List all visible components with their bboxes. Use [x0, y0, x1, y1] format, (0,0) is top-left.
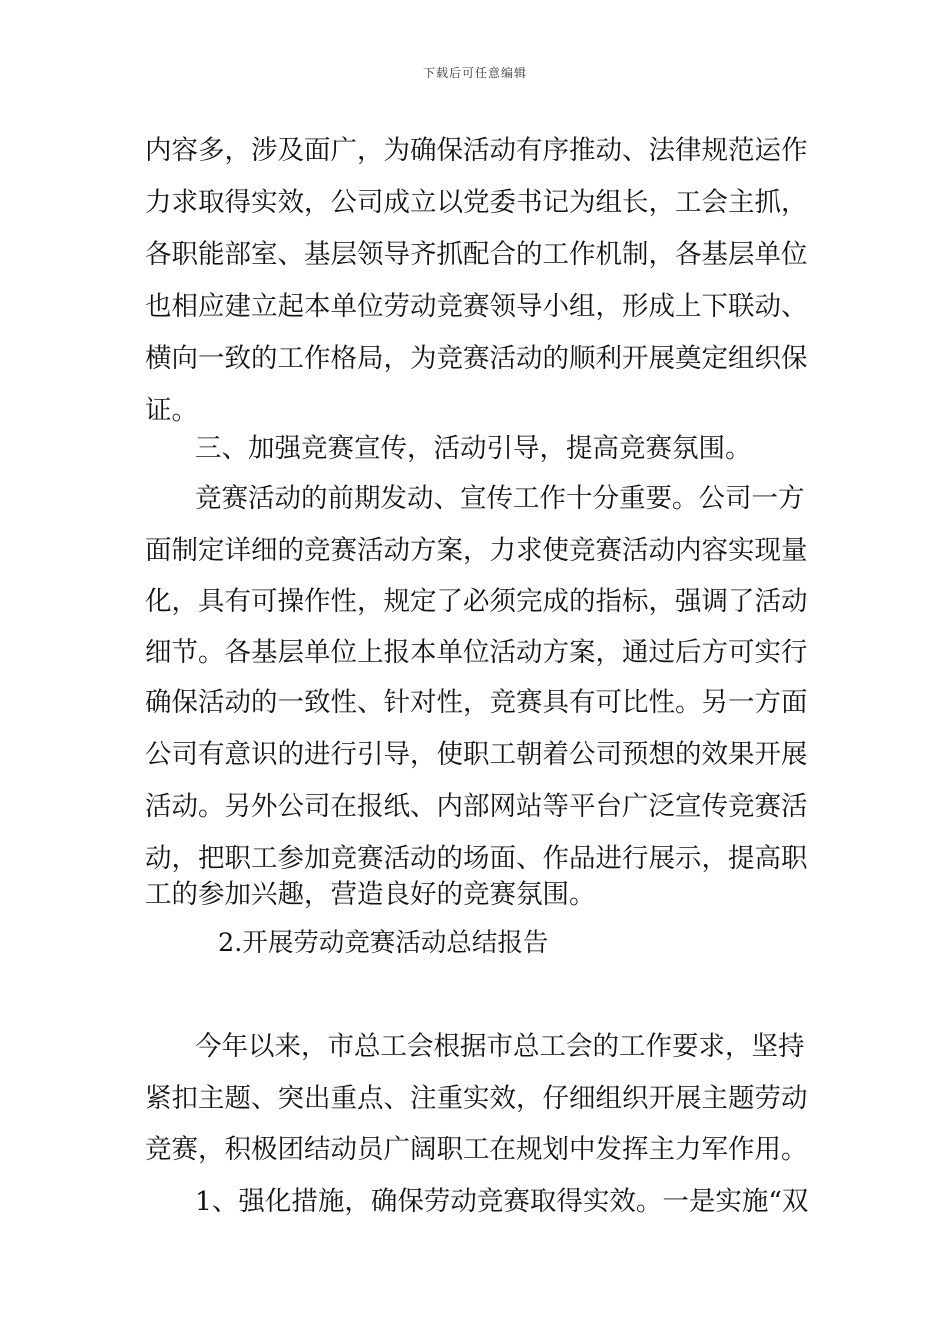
text-line: 各职能部室、基层领导齐抓配合的工作机制，各基层单位 — [145, 239, 808, 270]
text-line: 细节。各基层单位上报本单位活动方案，通过后方可实行 — [145, 637, 808, 668]
text-line: 化，具有可操作性，规定了必须完成的指标，强调了活动 — [145, 586, 808, 617]
text-line: 内容多，涉及面广，为确保活动有序推动、法律规范运作 — [145, 135, 808, 166]
text-line: 证。 — [145, 395, 198, 426]
text-line: 活动。另外公司在报纸、内部网站等平台广泛宣传竞赛活 — [145, 791, 808, 822]
text-line: 动，把职工参加竞赛活动的场面、作品进行展示，提高职 — [145, 843, 808, 874]
section-heading: 三、加强竞赛宣传，活动引导，提高竞赛氛围。 — [195, 433, 752, 464]
text-line: 今年以来，市总工会根据市总工会的工作要求，坚持 — [195, 1031, 805, 1062]
text-line: 紧扣主题、突出重点、注重实效，仔细组织开展主题劳动 — [145, 1083, 808, 1114]
text-line: 1、强化措施，确保劳动竞赛取得实效。一是实施“双 — [195, 1186, 809, 1217]
text-line: 工的参加兴趣，营造良好的竞赛氛围。 — [145, 879, 596, 910]
text-line: 面制定详细的竞赛活动方案，力求使竞赛活动内容实现量 — [145, 535, 808, 566]
text-line: 公司有意识的进行引导，使职工朝着公司预想的效果开展 — [145, 739, 808, 770]
text-line: 力求取得实效，公司成立以党委书记为组长，工会主抓， — [145, 187, 808, 218]
text-line: 确保活动的一致性、针对性，竞赛具有可比性。另一方面 — [145, 687, 808, 718]
page-header: 下载后可任意编辑 — [422, 66, 527, 80]
report-title: 2.开展劳动竞赛活动总结报告 — [218, 928, 549, 958]
text-line: 横向一致的工作格局，为竞赛活动的顺利开展奠定组织保 — [145, 343, 808, 374]
text-line: 竞赛活动的前期发动、宣传工作十分重要。公司一方 — [195, 483, 805, 514]
text-line: 竞赛，积极团结动员广阔职工在规划中发挥主力军作用。 — [145, 1134, 808, 1165]
text-line: 也相应建立起本单位劳动竞赛领导小组，形成上下联动、 — [145, 291, 808, 322]
